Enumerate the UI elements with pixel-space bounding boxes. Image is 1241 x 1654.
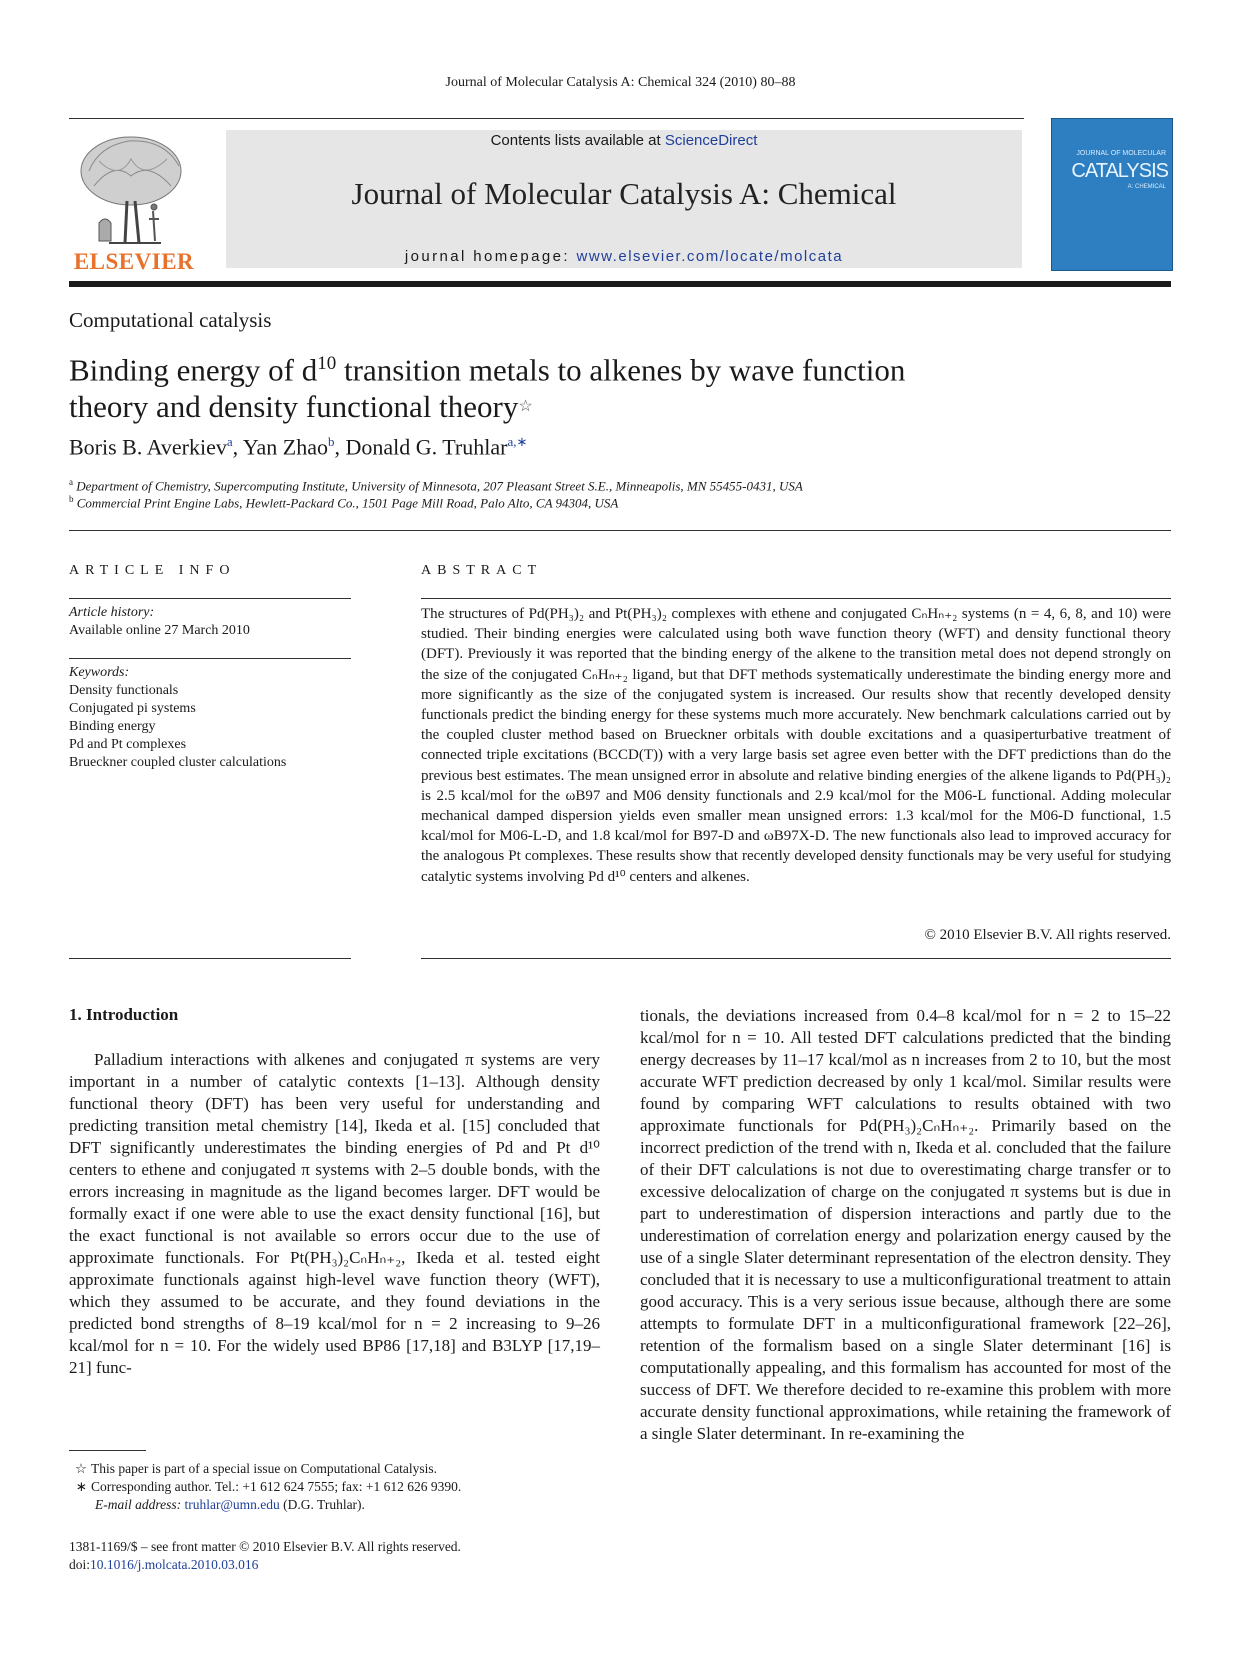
footnotes <box>69 1460 600 1514</box>
abstract-heading: ABSTRACT <box>421 563 543 578</box>
affiliation-mark: a <box>69 477 73 487</box>
keyword: Conjugated pi systems <box>69 701 196 716</box>
cover-small-title: JOURNAL OF MOLECULAR <box>1076 150 1166 157</box>
keyword: Binding energy <box>69 719 156 734</box>
footnote-corresponding-mark: ∗ <box>75 1479 87 1494</box>
email-label: E-mail address: <box>95 1497 185 1512</box>
affiliation-mark: b <box>69 494 74 504</box>
footnote-star <box>69 1460 600 1478</box>
abstract-bottom-rule <box>421 958 1171 959</box>
contents-prefix: Contents lists available at <box>490 132 665 149</box>
header-thick-rule <box>69 281 1171 287</box>
author-affil-mark[interactable]: a,∗ <box>507 434 528 449</box>
affiliation-rule <box>69 530 1171 531</box>
cover-subtitle: A: CHEMICAL <box>1127 184 1166 190</box>
author-name: Boris B. Averkiev <box>69 434 227 460</box>
footnote-corresponding-text: Corresponding author. Tel.: +1 612 624 7555; fax: +1 612 626 9390. <box>91 1479 462 1494</box>
journal-title: Journal of Molecular Catalysis A: Chemical <box>351 176 897 211</box>
front-matter <box>69 1538 461 1574</box>
contents-line <box>226 132 1022 149</box>
homepage-link[interactable]: www.elsevier.com/locate/molcata <box>576 248 844 265</box>
affiliation <box>69 477 803 494</box>
keywords-list <box>69 682 286 772</box>
doi-prefix: doi: <box>69 1557 91 1572</box>
article-info-heading: ARTICLE INFO <box>69 563 236 578</box>
footnote-corresponding <box>69 1478 600 1496</box>
running-head: Journal of Molecular Catalysis A: Chemical 324 (2010) 80–88 <box>445 75 796 90</box>
footnote-star-text: This paper is part of a special issue on Computational Catalysis. <box>91 1461 438 1476</box>
footnote-rule <box>69 1450 146 1451</box>
article-section: Computational catalysis <box>69 308 272 332</box>
title-superscript: 10 <box>317 353 337 374</box>
footnote-email <box>69 1496 600 1514</box>
keywords-rule <box>69 658 351 659</box>
affiliation-text: Commercial Print Engine Labs, Hewlett-Packard Co., 1501 Page Mill Road, Palo Alto, CA 94304, USA <box>76 495 619 511</box>
author-affil-mark[interactable]: b <box>327 434 335 449</box>
homepage-line <box>226 248 1022 265</box>
title-part2: transition metals to alkenes by wave function <box>336 352 906 388</box>
author-list: Boris B. Averkiev$^a$, Yan Zhao$^b$, Donald G. Truhlar$^{a,∗}$ <box>69 434 528 460</box>
history-label: Article history: <box>69 605 155 620</box>
body-column-left: Palladium interactions with alkenes and conjugated π systems are very important in a number of catalytic contexts [1–13]. Although density functional theory (DFT) has been very useful for understanding and predicting transition metal chemistry [14], Ikeda et al. [15] concluded that DFT significantly underestimates the binding energies of Pd and Pt d¹⁰ centers to ethene and conjugated π systems with 2–5 double bonds, with the errors increasing in magnitude as the ligand becomes larger. DFT would be formally exact if one were able to use the exact density functional [16], but the exact functional is not available so errors occur due to the use of approximate functionals. For Pt(PH₃)₂CₙHₙ₊₂, Ikeda et al. tested eight approximate functionals against high-level wave function theory (WFT), which they assumed to be accurate, and they found deviations in the predicted bond strengths of 8–19 kcal/mol for n = 2 increasing to 9–26 kcal/mol for n = 10. For the widely used BP86 [17,18] and B3LYP [17,19–21] func- <box>69 1050 600 1377</box>
author-affil-mark[interactable]: a <box>226 434 233 449</box>
title-line2: theory and density functional theory <box>69 389 519 425</box>
introduction-heading: 1. Introduction <box>69 1005 179 1024</box>
abstract-rule <box>421 598 1171 599</box>
abstract-text: The structures of Pd(PH₃)₂ and Pt(PH₃)₂ complexes with ethene and conjugated CₙHₙ₊₂ systems (n = 4, 6, 8, and 10) were studied. Their binding energies were calculated using both wave function theory (WFT) and density functional theory (DFT). Previously it was reported that the binding energy of the alkene to the transition metal does not depend strongly on the size of the conjugated CₙHₙ₊₂ ligand, but that DFT methods systematically underestimate the binding energy more and more significantly as the size of the conjugated system is increased. Our results show that recently developed density functionals predict the binding energy for these systems much more accurately. New benchmark calculations carried out by the coupled cluster method based on Brueckner orbitals with double excitations and a quasiperturbative treatment of connected triple excitations (BCCD(T)) with a very large basis set agree even better with the DFT predictions than do the previous best estimates. The mean unsigned error in absolute and relative binding energies of the alkene ligands to Pd(PH₃)₂ is 2.5 kcal/mol for the ωB97 and M06 density functionals and 2.9 kcal/mol for the M06-L functional. Adding molecular mechanical damped dispersion yields even smaller mean unsigned errors: 1.3 kcal/mol for the M06-D functional, 1.5 kcal/mol for M06-L-D, and 1.8 kcal/mol for B97-D and ωB97X-D. The new functionals also lead to improved accuracy for the analogous Pt complexes. These results show that recently developed density functionals may be very useful for studying catalytic systems involving Pd d¹⁰ centers and alkenes. <box>421 606 1171 885</box>
title-part1: Binding energy of d <box>69 352 318 388</box>
affiliation <box>69 494 618 511</box>
affiliation-text: Department of Chemistry, Supercomputing Institute, University of Minnesota, 207 Pleasant Street S.E., Minneapolis, MN 55455-0431, USA <box>76 478 803 494</box>
abstract-copyright: © 2010 Elsevier B.V. All rights reserved. <box>924 927 1171 943</box>
email-suffix: (D.G. Truhlar). <box>279 1497 365 1512</box>
keywords-label: Keywords: <box>69 665 130 680</box>
author-name: Yan Zhao <box>242 434 328 460</box>
homepage-prefix: journal homepage: <box>404 248 577 265</box>
sciencedirect-link[interactable]: ScienceDirect <box>664 132 758 149</box>
history-value: Available online 27 March 2010 <box>69 623 250 638</box>
journal-cover-image <box>1051 118 1173 271</box>
article-info-rule <box>69 598 351 599</box>
keyword: Density functionals <box>69 683 179 698</box>
issn-line: 1381-1169/$ – see front matter © 2010 Elsevier B.V. All rights reserved. <box>69 1539 461 1554</box>
cover-title: CATALYSIS <box>1071 160 1168 182</box>
article-info-bottom-rule <box>69 958 351 959</box>
keyword: Brueckner coupled cluster calculations <box>69 755 287 770</box>
footnote-star-mark: ☆ <box>74 1461 87 1476</box>
body-column-right: tionals, the deviations increased from 0.4–8 kcal/mol for n = 2 to 15–22 kcal/mol for n = 10. All tested DFT calculations predicted that the binding energy decreases by 11–17 kcal/mol as n increases from 2 to 10, but the most accurate WFT prediction decreased by only 1 kcal/mol. Similar results were found by comparing WFT calculations to results obtained with two approximate functionals for Pd(PH₃)₂CₙHₙ₊₂. Primarily based on the incorrect prediction of the trend with n, Ikeda et al. concluded that the failure of their DFT calculations is not due to overestimating charge transfer or to excessive delocalization of charge on the conjugated π systems but is due in part to underestimation of dispersion interactions and partly due to the underestimation of correlation energy and polarization energy caused by the use of a single Slater determinant representation of the electron density. They concluded that it is necessary to use a multiconfigurational treatment to attain good accuracy. This is a very serious issue because, although there are some attempts to formulate DFT in a multiconfigurational framework [22–26], retention of the formalism based on a single Slater determinant [16] is computationally appealing, and this formalism has accounted for most of the success of DFT. We therefore decided to re-examine this problem with more accurate density functional approximations, while retaining the framework of a single Slater determinant. In re-examining the <box>640 1006 1171 1443</box>
title-footnote-star[interactable]: ☆ <box>518 398 533 416</box>
elsevier-wordmark: ELSEVIER <box>73 249 195 274</box>
keyword: Pd and Pt complexes <box>69 737 187 752</box>
author-name: Donald G. Truhlar <box>345 434 508 460</box>
doi-line <box>69 1556 461 1574</box>
email-link[interactable]: truhlar@umn.edu <box>184 1497 280 1512</box>
doi-link[interactable]: 10.1016/j.molcata.2010.03.016 <box>90 1557 259 1572</box>
top-rule <box>69 118 1024 119</box>
article-title <box>69 345 1069 425</box>
